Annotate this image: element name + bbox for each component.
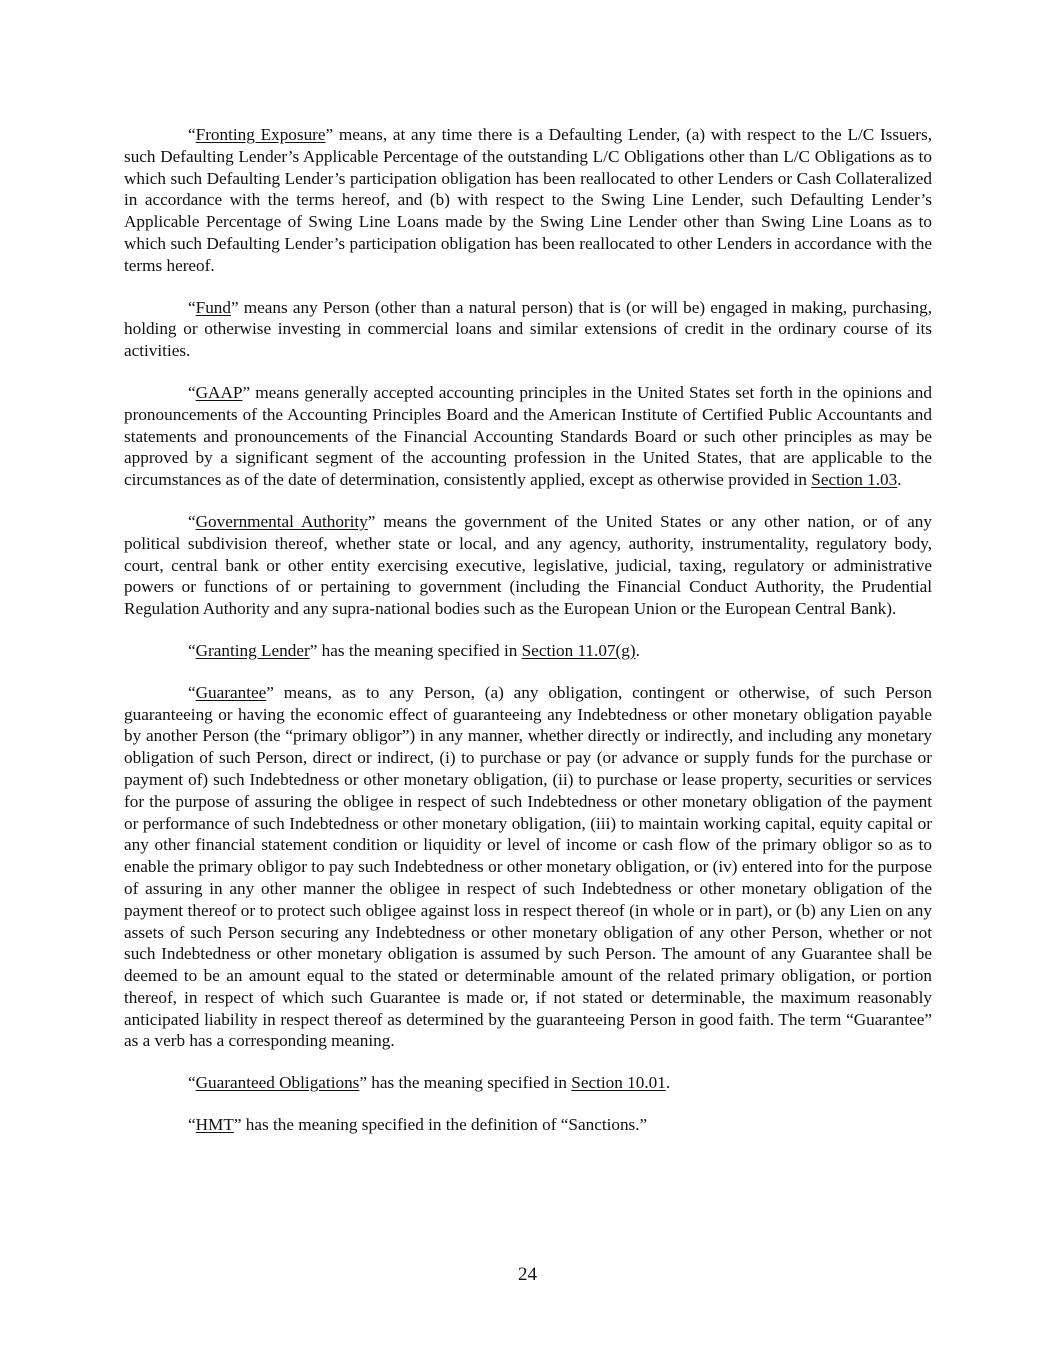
definition-text: ” means any Person (other than a natural person) that is (or will be) engaged in making, purchasing, holding or otherwise investing in commercial loans and similar extensions of credit in the ordinary course of its activities. — [124, 297, 932, 361]
page-number: 24 — [518, 1264, 537, 1285]
defined-term: Granting Lender — [195, 640, 310, 660]
open-quote: “ — [188, 1073, 196, 1093]
open-quote: “ — [188, 125, 196, 144]
defined-term: Guaranteed Obligations — [195, 1073, 360, 1093]
defined-term: HMT — [195, 1115, 234, 1135]
definition-text: ” has the meaning specified in the definition of “Sanctions.” — [233, 1115, 648, 1135]
defined-term: Governmental Authority — [195, 511, 368, 531]
open-quote: “ — [188, 1115, 196, 1135]
defined-term: Guarantee — [195, 682, 267, 702]
page-body — [124, 124, 932, 1156]
definition-fund — [124, 297, 932, 362]
open-quote: “ — [188, 682, 196, 702]
definition-fronting-exposure — [124, 124, 932, 277]
section-reference: Section 1.03 — [811, 470, 898, 490]
section-reference: Section 11.07(g) — [521, 640, 636, 660]
definition-text-end: . — [897, 470, 902, 490]
definition-text-end: . — [665, 1073, 671, 1093]
section-reference: Section 10.01 — [571, 1073, 666, 1093]
defined-term: GAAP — [195, 382, 243, 402]
open-quote: “ — [188, 382, 196, 402]
definition-gaap — [124, 382, 932, 491]
open-quote: “ — [188, 511, 196, 531]
definition-text: ” means, at any time there is a Defaulting Lender, (a) with respect to the L/C Issuers, such Defaulting Lender’s Applicable Percentage of the outstanding L/C Obligations other than L/C Obligations as to which such Defaulting Lender’s participation obligation has been reallocated to other Lenders or Cash Collateralized in accordance with the terms hereof, and (b) with respect to the Swing Line Lender, such Defaulting Lender’s Applicable Percentage of Swing Line Loans made by the Swing Line Lender other than Swing Line Loans as to which such Defaulting Lender’s participation obligation has been reallocated to other Lenders in accordance with the terms hereof. — [124, 125, 932, 275]
definition-granting-lender — [124, 640, 932, 662]
defined-term: Fund — [195, 297, 231, 317]
definition-text-end: . — [635, 640, 640, 660]
defined-term: Fronting Exposure — [195, 125, 326, 144]
definition-text: ” means the government of the United States or any other nation, or of any political subdivision thereof, whether state or local, and any agency, authority, instrumentality, regulatory body, court, central bank or other entity exercising executive, legislative, judicial, taxing, regulatory or administrative powers or functions of or pertaining to government (including the Financial Conduct Authority, the Prudential Regulation Authority and any supra-national bodies such as the European Union or the European Central Bank). — [124, 511, 932, 619]
definition-guarantee — [124, 682, 932, 1053]
definition-governmental-authority — [124, 511, 932, 620]
open-quote: “ — [188, 640, 196, 660]
definition-text: ” has the meaning specified in — [309, 640, 522, 660]
definition-text: ” means, as to any Person, (a) any obligation, contingent or otherwise, of such Person guaranteeing or having the economic effect of guaranteeing any Indebtedness or other monetary obligation payable by another Person (the “primary obligor”) in any manner, whether directly or indirectly, and including any monetary obligation of such Person, direct or indirect, (i) to purchase or pay (or advance or supply funds for the purchase or payment of) such Indebtedness or other monetary obligation, (ii) to purchase or lease property, securities or services for the purpose of assuring the obligee in respect of such Indebtedness or other monetary obligation of the payment or performance of such Indebtedness or other monetary obligation, (iii) to maintain working capital, equity capital or any other financial statement condition or liquidity or level of income or cash flow of the primary obligor so as to enable the primary obligor to pay such Indebtedness or other monetary obligation, or (iv) entered into for the purpose of assuring in any other manner the obligee in respect of such Indebtedness or other monetary obligation of the payment thereof or to protect such obligee against loss in respect thereof (in whole or in part), or (b) any Lien on any assets of such Person securing any Indebtedness or other monetary obligation of any other Person, whether or not such Indebtedness or other monetary obligation is assumed by such Person. The amount of any Guarantee shall be deemed to be an amount equal to the stated or determinable amount of the related primary obligation, or portion thereof, in respect of which such Guarantee is made or, if not stated or determinable, the maximum reasonably anticipated liability in respect thereof as determined by the guaranteeing Person in good faith. The term “Guarantee” as a verb has a corresponding meaning. — [124, 682, 932, 1051]
definition-text: ” has the meaning specified in — [359, 1073, 572, 1093]
definition-guaranteed-obligations — [124, 1072, 932, 1094]
open-quote: “ — [188, 297, 196, 317]
definition-text: ” means generally accepted accounting principles in the United States set forth in the opinions and pronouncements of the Accounting Principles Board and the American Institute of Certified Public Accountants and statements and pronouncements of the Financial Accounting Standards Board or such other principles as may be approved by a significant segment of the accounting profession in the United States, that are applicable to the circumstances as of the date of determination, consistently applied, except as otherwise provided in — [124, 382, 932, 490]
definition-hmt — [124, 1114, 932, 1136]
